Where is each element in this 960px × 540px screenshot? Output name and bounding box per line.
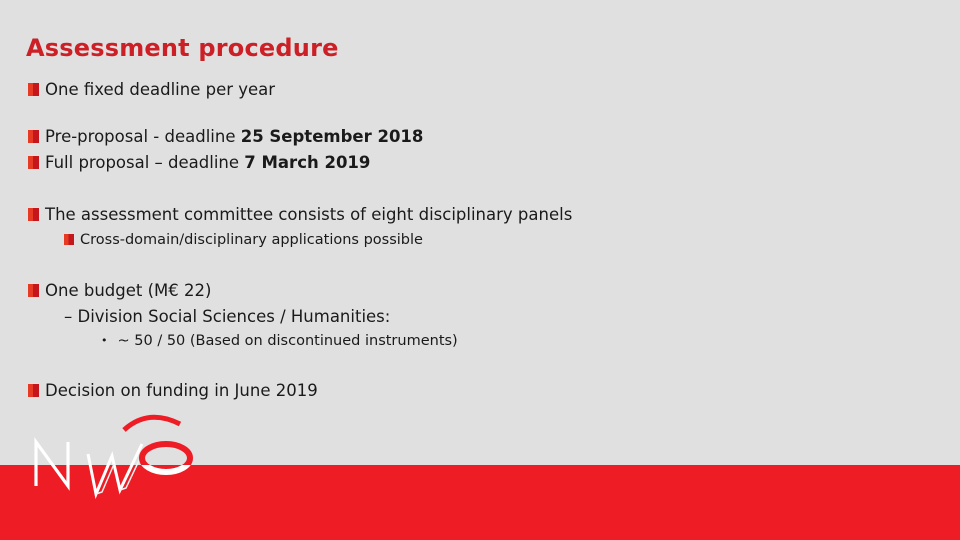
slide-title: Assessment procedure	[26, 34, 339, 62]
bullet-marker-icon	[28, 208, 39, 221]
bullet-budget	[28, 281, 211, 301]
bullet-prefix: Pre-proposal - deadline	[45, 127, 241, 146]
nwo-logo	[30, 400, 205, 500]
bullet-text: The assessment committee consists of eight disciplinary panels	[45, 205, 573, 224]
bullet-marker-icon	[28, 130, 39, 143]
bullet-date: 7 March 2019	[244, 153, 371, 172]
bullet-text: One budget (M€ 22)	[45, 281, 212, 300]
bullet-text: Decision on funding in June 2019	[45, 381, 318, 400]
budget-split-text: ~ 50 / 50 (Based on discontinued instruments)	[117, 333, 458, 349]
bullet-date: 25 September 2018	[240, 127, 424, 146]
subbullet-text: Cross-domain/disciplinary applications possible	[80, 232, 423, 248]
bullet-prefix: Full proposal – deadline	[45, 153, 245, 172]
budget-split-line	[101, 332, 458, 350]
budget-division-line: – Division Social Sciences / Humanities:	[64, 307, 391, 326]
bullet-text: One fixed deadline per year	[45, 80, 276, 99]
bullet-full-proposal	[28, 153, 370, 173]
subbullet-marker-icon	[64, 234, 74, 245]
bullet-preproposal	[28, 127, 423, 147]
bullet-marker-icon	[28, 83, 39, 96]
bullet-committee	[28, 205, 572, 225]
bullet-marker-icon	[28, 384, 39, 397]
bullet-marker-icon	[28, 284, 39, 297]
dot-marker-icon: •	[101, 334, 108, 347]
bullet-decision	[28, 381, 318, 401]
bullet-marker-icon	[28, 156, 39, 169]
subbullet-cross-domain	[64, 231, 423, 249]
bullet-deadline-frequency	[28, 80, 275, 100]
